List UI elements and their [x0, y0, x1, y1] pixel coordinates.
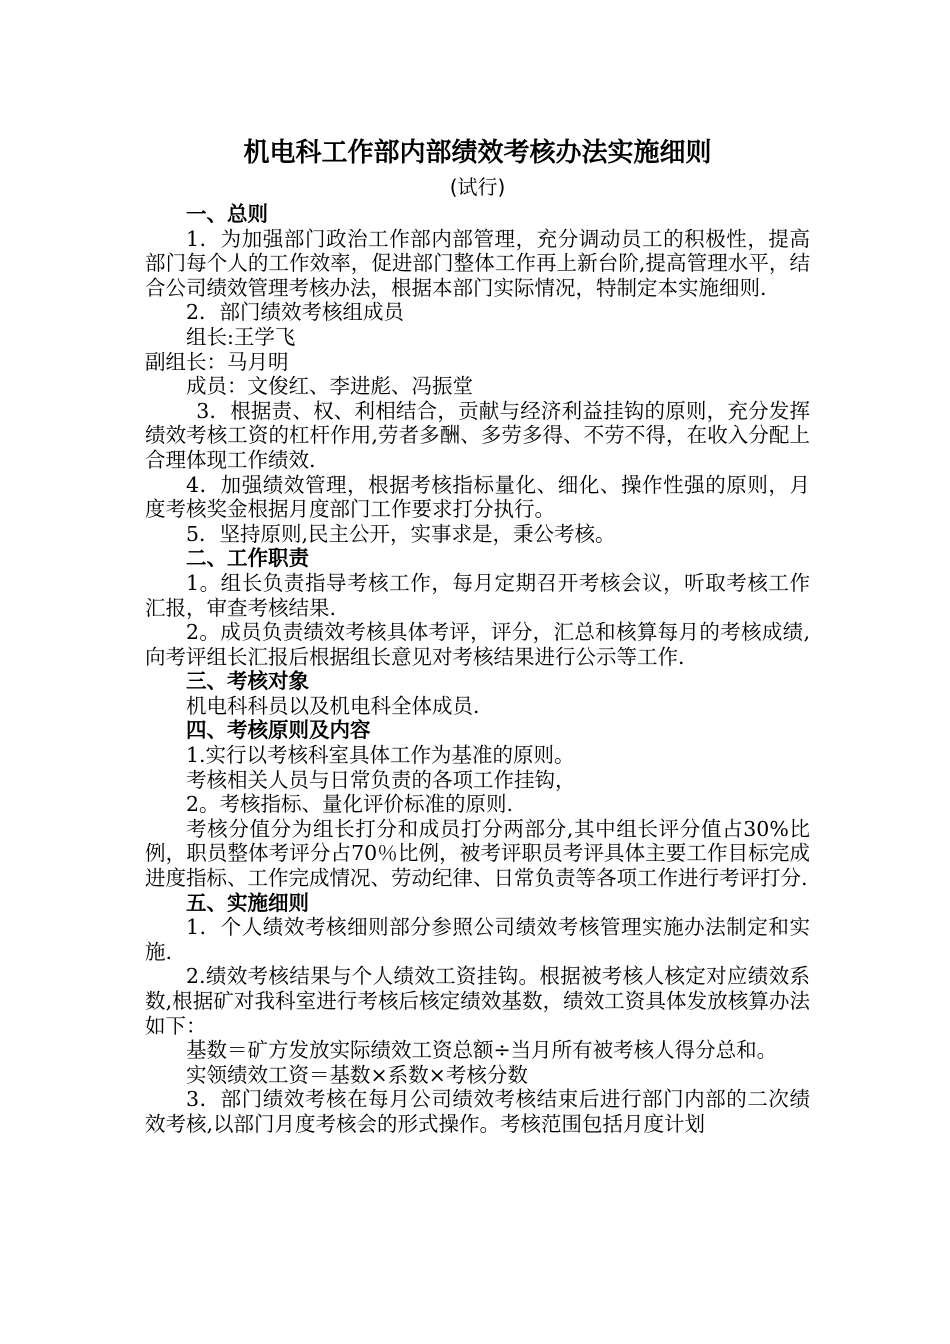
team-deputy-leader: 副组长：马月明 [145, 349, 289, 374]
team-leader: 组长:王学飞 [186, 324, 296, 349]
team-members: 成员：文俊红、李进彪、冯振堂 [186, 374, 473, 399]
paragraph-targets: 机电科科员以及机电科全体成员. [186, 693, 480, 718]
paragraph-principle-1: 1.实行以考核科室具体工作为基准的原则。 [186, 743, 575, 768]
paragraph-management: 4．加强绩效管理，根据考核指标量化、细化、操作性强的原则，月度考核奖金根据月度部门工作要求打分执行。 [145, 472, 810, 522]
section-heading-general: 一、总则 [186, 202, 268, 226]
paragraph-base-formula: 基数＝矿方发放实际绩效工资总额÷当月所有被考核人得分总和。 [186, 1038, 778, 1063]
paragraph-team: 2．部门绩效考核组成员 [186, 300, 405, 325]
paragraph-pay-formula: 实领绩效工资＝基数×系数×考核分数 [186, 1062, 528, 1087]
paragraph-scoring: 考核分值分为组长打分和成员打分两部分,其中组长评分值占30%比例，职员整体考评分占70％比例，被考评职员考评具体主要工作目标完成进度指标、工作完成情况、劳动纪律、日常负责等各项工作进行考评打分. [145, 816, 810, 891]
paragraph-purpose: 1．为加强部门政治工作部内部管理，充分调动员工的积极性，提高部门每个人的工作效率，促进部门整体工作再上新台阶,提高管理水平，结合公司绩效管理考核办法，根据本部门实际情况，特制定本实施细则. [145, 226, 810, 300]
paragraph-principle: 3．根据责、权、利相结合，贡献与经济利益挂钩的原则，充分发挥绩效考核工资的杠杆作用,劳者多酬、多劳多得、不劳不得，在收入分配上合理体现工作绩效. [145, 398, 810, 472]
paragraph-principle-2: 2。考核指标、量化评价标准的原则. [186, 792, 514, 817]
paragraph-leader-duty: 1。组长负责指导考核工作，每月定期召开考核会议，听取考核工作汇报，审查考核结果. [145, 570, 810, 620]
document-title: 机电科工作部内部绩效考核办法实施细则 [243, 138, 712, 168]
paragraph-adherence: 5．坚持原则,民主公开，实事求是，秉公考核。 [186, 521, 616, 546]
paragraph-member-duty: 2。成员负责绩效考核具体考评，评分，汇总和核算每月的考核成绩,向考评组长汇报后根据组长意见对考核结果进行公示等工作. [145, 620, 810, 669]
paragraph-implementation-3: 3．部门绩效考核在每月公司绩效考核结束后进行部门内部的二次绩效考核,以部门月度考核会的形式操作。考核范围包括月度计划 [145, 1087, 810, 1136]
section-heading-targets: 三、考核对象 [186, 669, 309, 694]
paragraph-implementation-2: 2.绩效考核结果与个人绩效工资挂钩。根据被考核人核定对应绩效系数,根据矿对我科室进行考核后核定绩效基数，绩效工资具体发放核算办法如下： [145, 964, 810, 1038]
document-subtitle: (试行) [449, 175, 506, 199]
paragraph-implementation-1: 1．个人绩效考核细则部分参照公司绩效考核管理实施办法制定和实施. [145, 915, 810, 964]
section-heading-duties: 二、工作职责 [186, 546, 309, 571]
paragraph-principle-1-detail: 考核相关人员与日常负责的各项工作挂钩， [186, 767, 576, 792]
section-heading-implementation: 五、实施细则 [186, 890, 309, 915]
section-heading-principles: 四、考核原则及内容 [186, 718, 371, 743]
